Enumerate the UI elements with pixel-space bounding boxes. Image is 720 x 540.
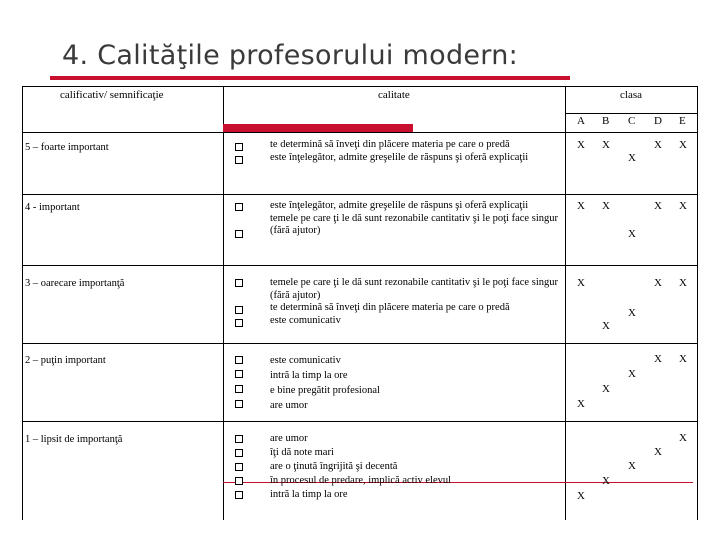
quality-item: are o ţinută îngrijită şi decentă — [270, 461, 398, 472]
header-class-e: E — [679, 115, 686, 127]
row-label: 5 – foarte important — [25, 142, 109, 153]
checkbox-bullet-icon — [235, 203, 243, 211]
row-divider — [22, 265, 697, 266]
header-class-b: B — [602, 115, 610, 127]
mark-c: X — [628, 368, 636, 380]
checkbox-bullet-icon — [235, 385, 243, 393]
row-label: 1 – lipsit de importanţă — [25, 434, 123, 445]
header-bottom-border — [22, 132, 697, 133]
mark-e: X — [679, 200, 687, 212]
mark-d: X — [654, 200, 662, 212]
mark-b: X — [602, 475, 610, 487]
header-calificativ: calificativ/ semnificaţie — [60, 89, 164, 101]
quality-list — [270, 139, 558, 164]
checkbox-bullet-icon — [235, 491, 243, 499]
row-divider — [22, 343, 697, 344]
quality-item: în procesul de predare, implică activ elevul — [270, 475, 452, 486]
checkbox-bullet-icon — [235, 279, 243, 287]
mark-e: X — [679, 353, 687, 365]
checkbox-bullet-icon — [235, 400, 243, 408]
quality-item: temele pe care ţi le dă sunt rezonabile cantitativ şi le poţi face singur (fără ajutor) — [270, 212, 558, 236]
checkbox-bullet-icon — [235, 156, 243, 164]
quality-item: te determină să înveţi din plăcere materia pe care o predă — [270, 302, 510, 313]
header-clasa: clasa — [620, 89, 642, 101]
mark-b: X — [602, 139, 610, 151]
quality-list — [270, 200, 558, 238]
table-left-border — [22, 86, 23, 520]
header-calitate: calitate — [378, 89, 410, 101]
title-underline — [50, 76, 570, 80]
mark-a: X — [577, 277, 585, 289]
checkbox-bullet-icon — [235, 319, 243, 327]
class-subheader-line — [565, 113, 697, 114]
column-divider — [223, 86, 224, 520]
mark-d: X — [654, 139, 662, 151]
mark-c: X — [628, 228, 636, 240]
mark-a: X — [577, 398, 585, 410]
header-class-d: D — [654, 115, 662, 127]
mark-a: X — [577, 139, 585, 151]
header-class-c: C — [628, 115, 636, 127]
checkbox-bullet-icon — [235, 306, 243, 314]
row-divider — [22, 194, 697, 195]
mark-b: X — [602, 383, 610, 395]
mark-e: X — [679, 432, 687, 444]
mark-d: X — [654, 353, 662, 365]
mark-e: X — [679, 277, 687, 289]
column-divider — [565, 86, 566, 520]
row-label: 3 – oarecare importanţă — [25, 278, 125, 289]
mark-d: X — [654, 446, 662, 458]
mark-a: X — [577, 490, 585, 502]
quality-item: are umor — [270, 400, 308, 411]
checkbox-bullet-icon — [235, 143, 243, 151]
quality-item: intră la timp la ore — [270, 489, 348, 500]
table-right-border — [697, 86, 698, 520]
quality-list — [270, 432, 558, 502]
checkbox-bullet-icon — [235, 463, 243, 471]
quality-list — [270, 277, 558, 327]
quality-item: îţi dă note mari — [270, 447, 334, 458]
quality-item: e bine pregătit profesional — [270, 385, 380, 396]
quality-item: te determină să înveţi din plăcere materia pe care o predă — [270, 139, 510, 150]
mark-b: X — [602, 320, 610, 332]
checkbox-bullet-icon — [235, 449, 243, 457]
checkbox-bullet-icon — [235, 435, 243, 443]
header-accent-bar — [223, 124, 413, 132]
row-divider — [22, 421, 697, 422]
quality-item: intră la timp la ore — [270, 370, 348, 381]
page-title: 4. Calităţile profesorului modern: — [62, 40, 519, 71]
checkbox-bullet-icon — [235, 356, 243, 364]
quality-item: este comunicativ — [270, 314, 341, 326]
row-label: 4 - important — [25, 202, 80, 213]
quality-list — [270, 353, 558, 413]
checkbox-bullet-icon — [235, 477, 243, 485]
mark-e: X — [679, 139, 687, 151]
quality-item: este comunicativ — [270, 355, 341, 366]
mark-c: X — [628, 460, 636, 472]
checkbox-bullet-icon — [235, 230, 243, 238]
header-class-a: A — [577, 115, 585, 127]
quality-item: are umor — [270, 433, 308, 444]
mark-c: X — [628, 152, 636, 164]
table-top-border — [22, 86, 697, 87]
row-label: 2 – puţin important — [25, 355, 106, 366]
checkbox-bullet-icon — [235, 370, 243, 378]
quality-item: este înţelegător, admite greşelile de răspuns şi oferă explicaţii — [270, 200, 529, 211]
mark-a: X — [577, 200, 585, 212]
mark-c: X — [628, 307, 636, 319]
quality-item: este înţelegător, admite greşelile de răspuns şi oferă explicaţii — [270, 151, 529, 163]
mark-d: X — [654, 277, 662, 289]
mark-b: X — [602, 200, 610, 212]
quality-item: temele pe care ţi le dă sunt rezonabile cantitativ şi le poţi face singur (fără ajutor) — [270, 277, 558, 301]
